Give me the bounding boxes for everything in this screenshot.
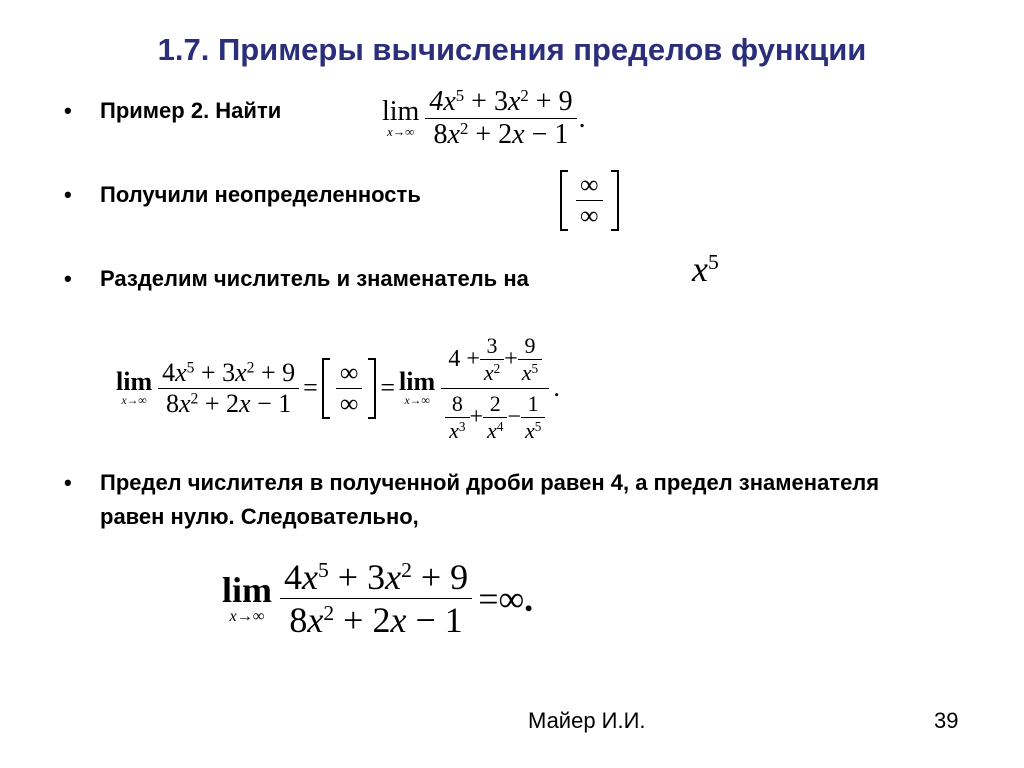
bullet-dot: • [64, 98, 72, 123]
page-number: 39 [934, 708, 959, 733]
fraction-divided: 4 + $\frac{3}{x^2}$ + $\frac{9}{x^5}$ $\frac{8}{x^3}$ + $\frac{2}{x^4}$ − $\frac{1}{x^5}$ [441, 333, 549, 444]
fraction: $\frac{4x^5 + 3x^2 + 9}{8x^2 + 2x - 1}$ [425, 86, 576, 151]
bullet-dot: • [64, 266, 72, 291]
lim-operator: lim x→∞ [399, 367, 436, 408]
bullet-text: Предел числителя в полученной дроби равен 4, а предел знаменателя равен нулю. Следовательно, [100, 470, 880, 529]
bullet-text: Разделим числитель и знаменатель на [100, 266, 529, 291]
indeterminate-form [560, 170, 619, 231]
slide-title: 1.7. Примеры вычисления пределов функции [157, 32, 867, 67]
formula-transform: lim x→∞ $\frac{4x^5 + 3x^2 + 9}{8x^2 + 2x - 1}$ = $\frac{\infty}{\infty}$ = lim x→∞ 4 + $\frac{3}{x^2}$ + $\frac{9}{x^5}$ $\frac{8}{x^3}$ + $\frac{2}{x^4}$ − $\frac{1}{x^5}$ . [116, 332, 560, 443]
bullet-conclusion [0, 466, 1024, 538]
bullet-text: Пример 2. Найти [100, 98, 282, 123]
fraction: $\frac{4x^5 + 3x^2 + 9}{8x^2 + 2x - 1}$ [158, 358, 299, 419]
lim-operator: lim x→∞ [222, 570, 272, 626]
footer-author: Майер И.И. [528, 708, 646, 733]
divisor-power: $x^5$ [692, 249, 719, 289]
bullet-text: Получили неопределенность [100, 182, 421, 207]
bullet-dot: • [64, 470, 72, 495]
lim-operator: lim x→∞ [382, 96, 420, 140]
bullet-divide [0, 262, 1024, 302]
fraction: $\frac{4x^5 + 3x^2 + 9}{8x^2 + 2x - 1}$ [280, 556, 472, 641]
bullet-indeterminate [0, 178, 1024, 218]
bracket: $\frac{\infty}{\infty}$ [560, 170, 619, 231]
lim-operator: lim x→∞ [116, 367, 153, 408]
bracket: $\frac{\infty}{\infty}$ [322, 358, 377, 419]
bullet-dot: • [64, 182, 72, 207]
formula-limit-1: lim x→∞ $\frac{4x^5 + 3x^2 + 9}{8x^2 + 2x - 1}$ . [382, 85, 586, 150]
formula-result: lim x→∞ $\frac{4x^5 + 3x^2 + 9}{8x^2 + 2x - 1}$ = ∞ . [222, 557, 534, 640]
